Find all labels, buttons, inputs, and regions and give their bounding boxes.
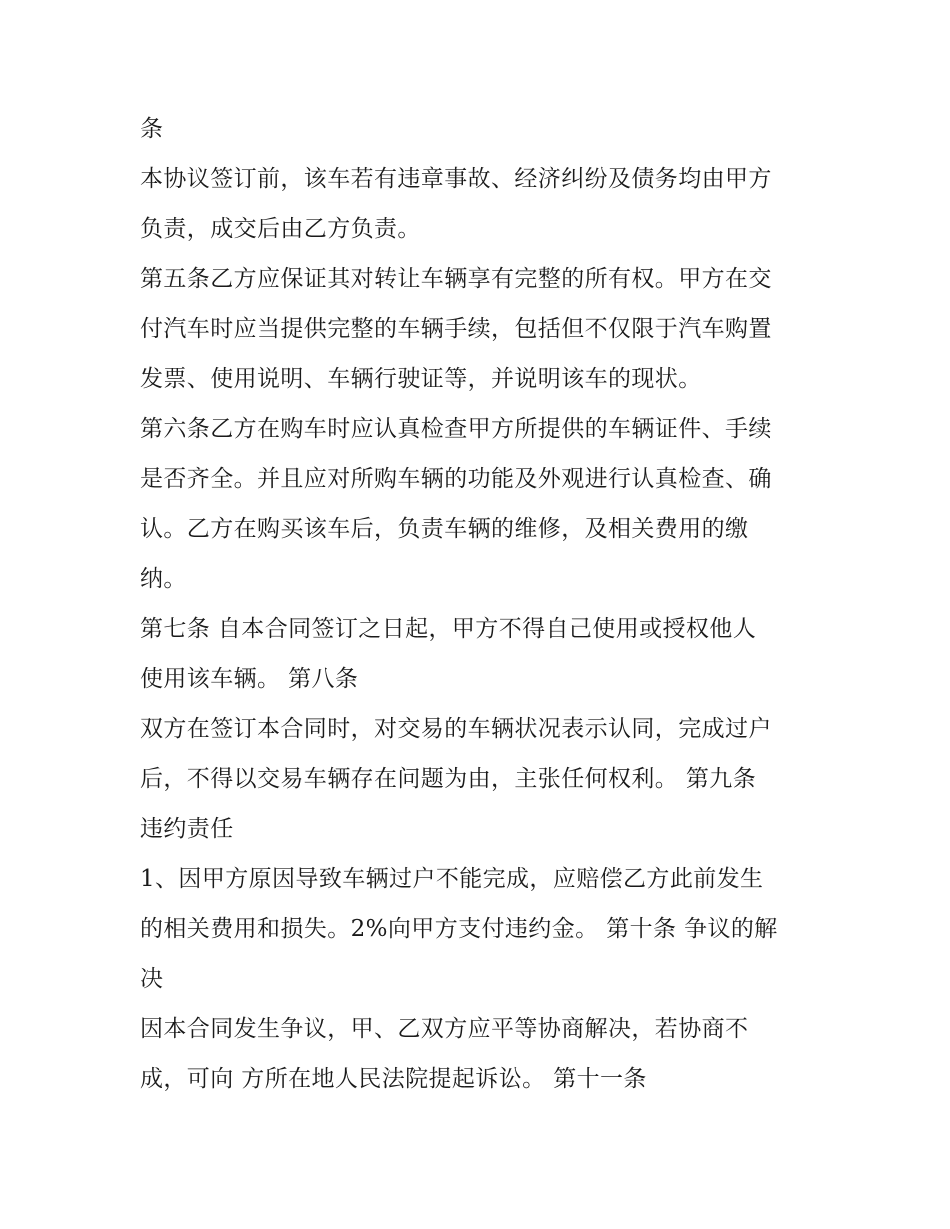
text-line: 条 <box>140 116 164 142</box>
text-line: 使用该车辆。 第八条 <box>140 666 359 692</box>
text-line: 后，不得以交易车辆存在问题为由，主张任何权利。 第九条 <box>140 766 757 792</box>
text-line: 付汽车时应当提供完整的车辆手续，包括但不仅限于汽车购置 <box>140 316 772 342</box>
text-line: 因本合同发生争议，甲、乙双方应平等协商解决，若协商不 <box>140 1016 749 1042</box>
text-line: 本协议签订前，该车若有违章事故、经济纠纷及债务均由甲方 <box>140 166 772 192</box>
text-line: 负责，成交后由乙方负责。 <box>140 216 421 242</box>
text-line: 双方在签订本合同时，对交易的车辆状况表示认同，完成过户 <box>140 716 772 742</box>
text-line: 违约责任 <box>140 816 234 842</box>
text-line: 是否齐全。并且应对所购车辆的功能及外观进行认真检查、确 <box>140 466 772 492</box>
text-line: 成，可向 方所在地人民法院提起诉讼。 第十一条 <box>140 1066 647 1092</box>
text-line: 纳。 <box>140 566 187 592</box>
contract-text <box>140 104 820 1104</box>
text-line: 的相关费用和损失。2%向甲方支付违约金。 第十条 争议的解 <box>140 916 778 942</box>
text-line: 1、因甲方原因导致车辆过户不能完成，应赔偿乙方此前发生 <box>140 866 764 892</box>
text-line: 第六条乙方在购车时应认真检查甲方所提供的车辆证件、手续 <box>140 416 772 442</box>
text-line: 发票、使用说明、车辆行驶证等，并说明该车的现状。 <box>140 366 702 392</box>
text-line: 第五条乙方应保证其对转让车辆享有完整的所有权。甲方在交 <box>140 266 772 292</box>
text-line: 认。乙方在购买该车后，负责车辆的维修，及相关费用的缴 <box>140 516 749 542</box>
text-line: 第七条 自本合同签订之日起，甲方不得自己使用或授权他人 <box>140 616 757 642</box>
text-line: 决 <box>140 966 164 992</box>
